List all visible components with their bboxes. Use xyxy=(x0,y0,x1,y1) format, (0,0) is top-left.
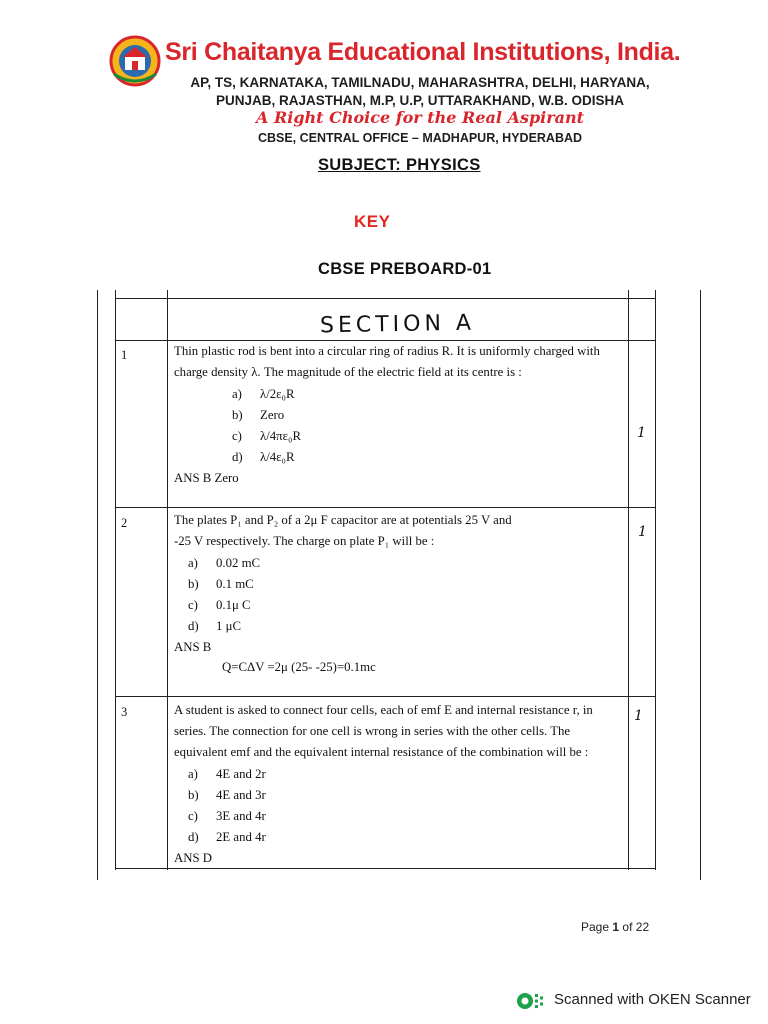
question-text xyxy=(174,341,614,383)
page-number xyxy=(581,920,649,934)
page-of: of xyxy=(622,920,633,934)
key-label: KEY xyxy=(354,212,391,231)
option xyxy=(232,408,284,423)
section-heading: SECTION A xyxy=(319,310,476,339)
states-line-2: PUNJAB, RAJASTHAN, M.P, U.P, UTTARAKHAND, W.B. ODISHA xyxy=(215,93,625,108)
question-text-line: -25 V respectively. The charge on plate P₁ will be : xyxy=(174,534,435,548)
option xyxy=(188,788,266,803)
table-border-marks-col xyxy=(628,290,629,870)
question-text-line: The plates P₁ and P₂ of a 2μ F capacitor are at potentials 25 V and xyxy=(174,513,512,527)
table-row-line xyxy=(115,868,656,869)
option-label: d) xyxy=(188,830,199,844)
page-total: 22 xyxy=(635,920,650,934)
option xyxy=(188,556,260,571)
question-text-line: Thin plastic rod is bent into a circular ring of radius R. It is uniformly charged with xyxy=(174,344,600,358)
option xyxy=(232,387,295,402)
option-label: c) xyxy=(188,598,198,612)
option-text: 0.02 mC xyxy=(216,556,261,570)
question-text-line: equivalent emf and the equivalent internal resistance of the combination will be : xyxy=(174,745,589,759)
option xyxy=(188,598,251,613)
question-number: 2 xyxy=(121,516,128,530)
option-text: 4E and 2r xyxy=(216,767,266,781)
option-text: Zero xyxy=(260,408,285,422)
tagline: A Right Choice for the Real Aspirant xyxy=(255,108,585,127)
subject-title: SUBJECT: PHYSICS xyxy=(318,156,481,174)
option-text: λ/4ε₀R xyxy=(260,450,295,464)
page-current: 1 xyxy=(612,920,620,934)
question-text xyxy=(174,510,614,552)
marks-handwritten: 1 xyxy=(634,708,643,724)
option-label: b) xyxy=(188,788,199,802)
institution-name: Sri Chaitanya Educational Institutions, India. xyxy=(165,38,681,66)
question-text xyxy=(174,700,624,763)
option-label: a) xyxy=(188,767,198,781)
option xyxy=(188,619,241,634)
option xyxy=(188,577,254,592)
question-number: 3 xyxy=(121,705,128,719)
option-label: c) xyxy=(188,809,198,823)
option-text: 0.1 mC xyxy=(216,577,254,591)
question-number: 1 xyxy=(121,348,128,362)
option-label: a) xyxy=(188,556,198,570)
answer: ANS D xyxy=(174,851,213,865)
page-prefix: Page xyxy=(581,920,610,934)
option xyxy=(232,429,301,444)
option-label: d) xyxy=(232,450,243,464)
question-text-line: charge density λ. The magnitude of the electric field at its centre is : xyxy=(174,365,522,379)
table-border-left xyxy=(97,290,98,880)
option-label: a) xyxy=(232,387,242,401)
option xyxy=(232,450,295,465)
table-row-line xyxy=(115,696,656,697)
option-label: b) xyxy=(188,577,199,591)
exam-title: CBSE PREBOARD-01 xyxy=(318,260,492,278)
option-label: d) xyxy=(188,619,199,633)
table-row-line xyxy=(115,507,656,508)
table-border-number-col xyxy=(167,290,168,870)
table-row-line xyxy=(115,298,656,299)
option xyxy=(188,767,266,782)
option-text: 4E and 3r xyxy=(216,788,266,802)
scanner-logo-icon xyxy=(516,991,546,1011)
question-text-line: A student is asked to connect four cells, each of emf E and internal resistance r, in xyxy=(174,703,593,717)
option-text: 0.1μ C xyxy=(216,598,251,612)
marks-handwritten: 1 xyxy=(638,524,647,540)
states-line-1: AP, TS, KARNATAKA, TAMILNADU, MAHARASHTRA, DELHI, HARYANA, xyxy=(190,75,650,90)
option-text: 1 μC xyxy=(216,619,241,633)
option-label: b) xyxy=(232,408,243,422)
option-label: c) xyxy=(232,429,242,443)
option-text: 3E and 4r xyxy=(216,809,266,823)
question-text-line: series. The connection for one cell is wrong in series with the other cells. The xyxy=(174,724,571,738)
option xyxy=(188,830,266,845)
table-border-inner-left xyxy=(115,290,116,870)
table-border-right xyxy=(655,290,656,870)
table-border-outer-right xyxy=(700,290,701,880)
option-text: λ/2ε₀R xyxy=(260,387,295,401)
answer-working: Q=CΔV =2μ (25- -25)=0.1mc xyxy=(222,660,376,674)
central-office-line: CBSE, CENTRAL OFFICE – MADHAPUR, HYDERABAD xyxy=(257,131,583,145)
option xyxy=(188,809,266,824)
marks-handwritten: 1 xyxy=(637,425,646,441)
scanner-watermark: Scanned with OKEN Scanner xyxy=(554,991,751,1008)
answer: ANS B xyxy=(174,640,212,654)
option-text: λ/4πε₀R xyxy=(260,429,301,443)
option-text: 2E and 4r xyxy=(216,830,266,844)
answer: ANS B Zero xyxy=(174,471,239,485)
